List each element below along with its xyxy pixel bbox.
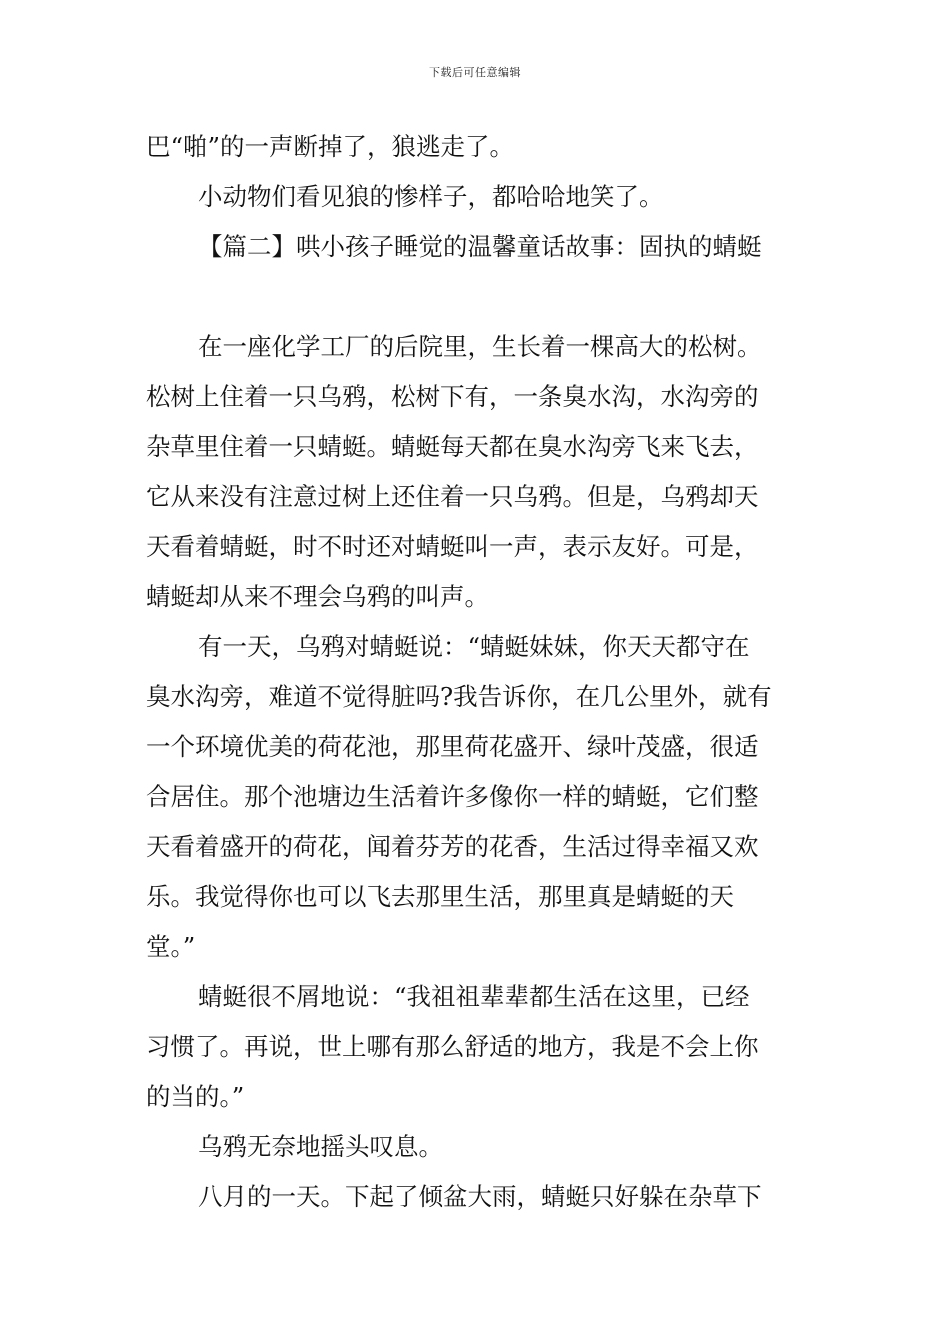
text-line: 堂。” [146, 932, 196, 961]
text-line: 松树上住着一只乌鸦，松树下有，一条臭水沟，水沟旁的 [146, 382, 759, 411]
text-line: 在一座化学工厂的后院里，生长着一棵高大的松树。 [198, 332, 762, 361]
text-line: 习惯了。再说，世上哪有那么舒适的地方，我是不会上你 [146, 1032, 759, 1061]
text-line: 合居住。那个池塘边生活着许多像你一样的蜻蜓，它们整 [146, 782, 759, 811]
text-line: 它从来没有注意过树上还住着一只乌鸦。但是，乌鸦却天 [146, 482, 759, 511]
blank-line [146, 272, 806, 322]
text-line: 天看着盛开的荷花，闻着芬芳的花香，生活过得幸福又欢 [146, 832, 759, 861]
text-line: 臭水沟旁，难道不觉得脏吗?我告诉你，在几公里外，就有 [146, 682, 772, 711]
text-line: 蜻蜓很不屑地说：“我祖祖辈辈都生活在这里，已经 [198, 982, 750, 1011]
text-line: 天看着蜻蜓，时不时还对蜻蜓叫一声，表示友好。可是， [146, 532, 759, 561]
page-header-note: 下载后可任意编辑 [429, 66, 521, 79]
text-line: 乌鸦无奈地摇头叹息。 [198, 1132, 443, 1161]
text-line: 一个环境优美的荷花池，那里荷花盛开、绿叶茂盛，很适 [146, 732, 759, 761]
text-line: 蜻蜓却从来不理会乌鸦的叫声。 [146, 582, 489, 611]
text-line: 杂草里住着一只蜻蜓。蜻蜓每天都在臭水沟旁飞来飞去， [146, 432, 759, 461]
text-line: 有一天，乌鸦对蜻蜓说：“蜻蜓妹妹，你天天都守在 [198, 632, 750, 661]
section-title: 【篇二】哄小孩子睡觉的温馨童话故事：固执的蜻蜓 [198, 232, 762, 261]
text-line: 的当的。” [146, 1082, 245, 1111]
text-line: 乐。我觉得你也可以飞去那里生活，那里真是蜻蜓的天 [146, 882, 734, 911]
document-body [146, 122, 806, 1222]
text-line: 小动物们看见狼的惨样子，都哈哈地笑了。 [198, 182, 664, 211]
text-line: 八月的一天。下起了倾盆大雨，蜻蜓只好躲在杂草下 [198, 1182, 762, 1211]
text-line: 巴“啪”的一声断掉了，狼逃走了。 [146, 132, 515, 161]
